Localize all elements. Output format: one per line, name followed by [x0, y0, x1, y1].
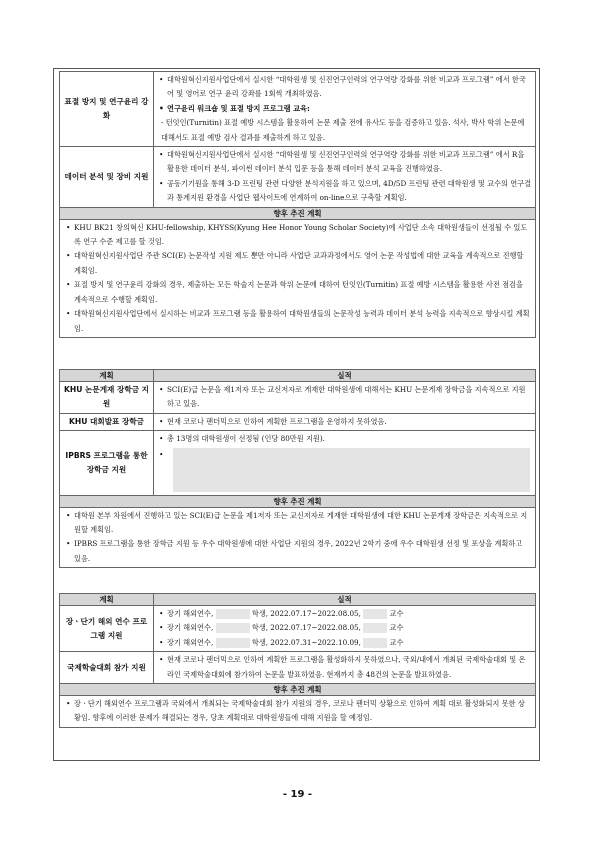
row-label: 국제학술대회 참가 지원	[60, 652, 154, 684]
col-header-plan: 계획	[60, 370, 154, 382]
section2-row	[60, 431, 536, 495]
row-label: 장ㆍ단기 해외 연수 프로그램 지원	[60, 606, 154, 652]
row-content	[154, 72, 536, 147]
row-label: KHU 대회발표 장학금	[60, 413, 154, 430]
col-header-result: 실적	[154, 594, 536, 606]
plan-item: • IPBRS 프로그램을 통한 장학금 지원 등 우수 대학원생에 대한 사업단 지원의 경우, 2022년 2학기 중에 우수 대학원생 선정 및 포상을 계획하고 있음.	[74, 537, 531, 566]
plan-header: 향후 추진 계획	[60, 495, 536, 507]
page-number: - 19 -	[282, 789, 313, 800]
row-content	[154, 606, 536, 652]
row-content	[154, 652, 536, 684]
redacted-block	[173, 448, 530, 492]
row-content	[154, 147, 536, 208]
entry-item: • 장기 해외연수, 학생, 2022.07.31~2022.10.09, 교수	[167, 636, 532, 650]
row-content	[154, 413, 536, 430]
section3-row-overseas	[60, 606, 536, 652]
redacted-name	[216, 609, 250, 619]
row-label: 표절 방지 및 연구윤리 강화	[60, 72, 154, 147]
bullet-item: • 대학원혁신지원사업단에서 실시한 “대학원생 및 신진연구인력의 연구역량 강화를 위한 비교과 프로그램” 에서 한국어 및 영어로 연구 윤리 강좌를 1회씩 개최하였음.	[167, 73, 532, 102]
redacted-name	[216, 623, 250, 633]
section2-table	[59, 369, 536, 568]
plan-item: • KHU BK21 창의혁신 KHU-fellowship, KHYSS(Kyung Hee Honor Young Scholar Society)에 사업단 소속 대학원생들이 선정될 수 있도록 연구 수준 제고를 할 것임.	[74, 221, 531, 250]
redacted-name	[363, 623, 387, 633]
section1-table	[59, 71, 536, 338]
row-content	[154, 382, 536, 414]
plan-item: • 대학원혁신지원사업단 주관 SCI(E) 논문작성 지원 제도 뿐만 아니라 사업단 교과과정에서도 영어 논문 작성법에 대한 교육을 계속적으로 진행할 계획임.	[74, 249, 531, 278]
row-label: 데이터 분석 및 장비 지원	[60, 147, 154, 208]
bullet-item: • 현재 코로나 팬더믹으로 인하여 계획한 프로그램을 활성화하지 못하였으나, 국외/내에서 개최된 국제학술대회 및 온라인 국제학술대회에 참가하여 논문을 발표하였음. 현재까지 총 48건의 논문을 발표하였음.	[167, 653, 532, 682]
redacted-name	[363, 638, 387, 648]
plan-content	[60, 219, 536, 337]
section3-row-conference	[60, 652, 536, 684]
row-label: KHU 논문게재 장학금 지원	[60, 382, 154, 414]
row-content	[154, 431, 536, 495]
section2-row	[60, 413, 536, 430]
row-label: IPBRS 프로그램을 통한 장학금 지원	[60, 431, 154, 495]
bullet-item-bold: • 연구윤리 워크숍 및 표절 방지 프로그램 교육:	[167, 102, 532, 116]
section2-row	[60, 382, 536, 414]
plan-content	[60, 696, 536, 728]
bullet-item: • 공동기기원을 통해 3-D 프린팅 관련 다양한 분석지원을 하고 있으며, 4D/5D 프린팅 관련 대학원생 및 교수의 연구결과 통계지원 환경을 사업단 웹사이트에 연계하여 on-line으로 구축할 계획임.	[167, 177, 532, 206]
plan-content	[60, 507, 536, 568]
redacted-name	[216, 638, 250, 648]
section1-row-data-analysis	[60, 147, 536, 208]
plan-header: 향후 추진 계획	[60, 684, 536, 696]
bullet-item: • 대학원혁신지원사업단에서 실시한 “대학원생 및 신진연구인력의 연구역량 강화를 위한 비교과 프로그램” 에서 R을 활용한 데이터 분석, 파이썬 데이터 분석 입문 등을 통해 데이터 분석 교육을 진행하였음.	[167, 148, 532, 177]
entry-item: • 장기 해외연수, 학생, 2022.07.17~2022.08.05, 교수	[167, 607, 532, 621]
bullet-item: • SCI(E)급 논문을 제1저자 또는 교신저자로 게재한 대학원생에 대해서는 KHU 논문게재 장학금을 지속적으로 지원하고 있음.	[167, 383, 532, 412]
bullet-item: • 총 13명의 대학원생이 선정됨 (인당 80만원 지원).	[167, 432, 532, 446]
plan-item: • 표절 방지 및 연구윤리 강화의 경우, 제출하는 모든 학술지 논문과 학위 논문에 대하여 턴잇인(Turnitin) 표절 예방 시스템을 활용한 사전 점검을 계속적으로 수행할 계획임.	[74, 278, 531, 307]
plan-item: • 대학원 본부 차원에서 진행하고 있는 SCI(E)급 논문을 제1저자 또는 교신저자로 게재한 대학원생에 대한 KHU 논문게재 장학금은 지속적으로 지원할 계획임.	[74, 509, 531, 538]
bullet-item: • 현재 코로나 팬더믹으로 인하여 계획한 프로그램을 운영하지 못하였음.	[167, 415, 532, 429]
sub-item: - 턴잇인(Turnitin) 표절 예방 시스템을 활용하여 논문 제출 전에 유사도 등을 검증하고 있음. 석사, 박사 학위 논문에 대해서도 표절 예방 검사 결과를 제출하게 하고 있음.	[161, 118, 525, 142]
plan-item: • 대학원혁신지원사업단에서 실시하는 비교과 프로그램 등을 활용하여 대학원생들의 논문작성 능력과 데이터 분석 능력을 지속적으로 향상시킬 계획임.	[74, 307, 531, 336]
redacted-name	[363, 609, 387, 619]
col-header-result: 실적	[154, 370, 536, 382]
section1-row-plagiarism	[60, 72, 536, 147]
bullet-item-redacted	[167, 448, 532, 492]
plan-item: • 장ㆍ단기 해외연수 프로그램과 국외에서 개최되는 국제학술대회 참가 지원의 경우, 코로나 팬더믹 상황으로 인하여 계획 대로 활성화되지 못한 상황임. 향후에 이러한 문제가 해결되는 경우, 당초 계획대로 대학원생들에 대해 지원을 할 예정임.	[74, 697, 531, 726]
section3-table	[59, 593, 536, 728]
page-frame	[53, 68, 540, 761]
plan-header: 향후 추진 계획	[60, 207, 536, 219]
col-header-plan: 계획	[60, 594, 154, 606]
entry-item: • 장기 해외연수, 학생, 2022.07.17~2022.08.05, 교수	[167, 621, 532, 635]
